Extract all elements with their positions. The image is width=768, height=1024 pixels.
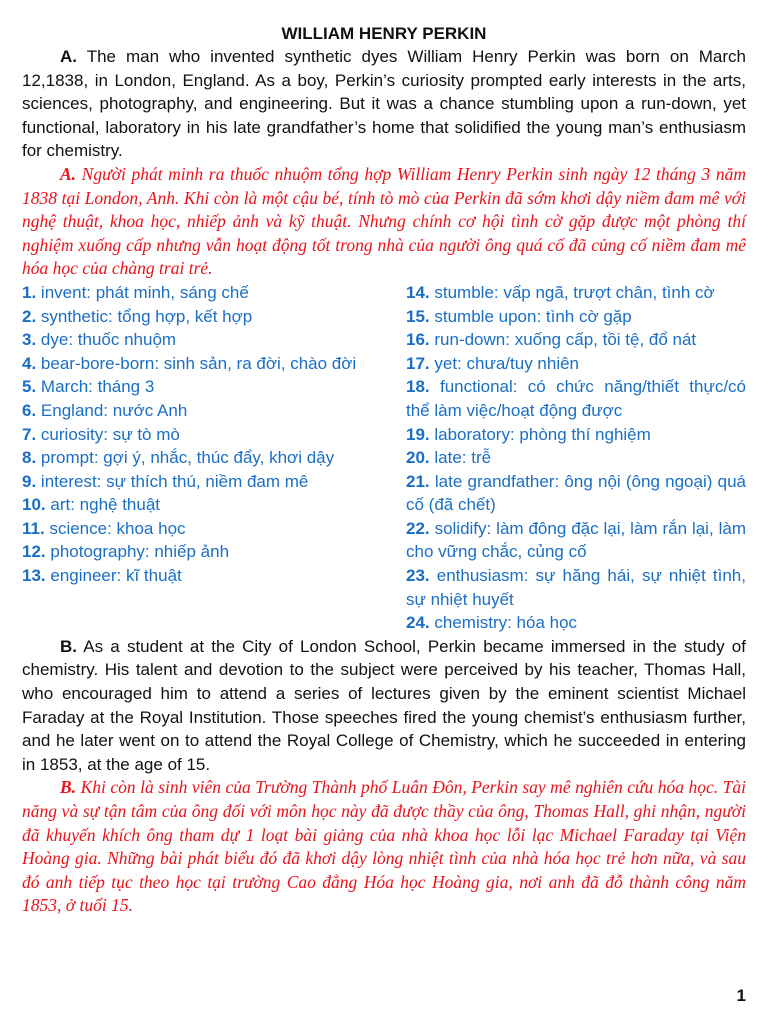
vocabulary-text: yet: chưa/tuy nhiên (434, 353, 580, 373)
vocabulary-text: art: nghệ thuật (50, 495, 161, 515)
vocabulary-number: 18. (406, 377, 430, 397)
vocabulary-number: 6. (22, 400, 37, 420)
vocabulary-number: 2. (22, 306, 37, 326)
vocabulary-number: 10. (22, 495, 46, 515)
section-a-translation (22, 163, 746, 281)
vocabulary-text: synthetic: tổng hợp, kết hợp (40, 306, 253, 326)
vocabulary-text: curiosity: sự tò mò (40, 424, 180, 444)
vocabulary-item (406, 375, 746, 422)
vocabulary-item (406, 470, 746, 517)
vocabulary-column-left (22, 281, 362, 635)
vocabulary-text: functional: có chức năng/thiết thực/có thể làm việc/hoạt động được (406, 377, 746, 420)
section-a-paragraph (22, 45, 746, 163)
vocabulary-item (406, 446, 746, 470)
vocabulary-item (22, 446, 362, 470)
vocabulary-text: chemistry: hóa học (434, 613, 578, 633)
vocabulary-number: 14. (406, 282, 430, 302)
vocabulary-item (406, 328, 746, 352)
vocabulary-text: laboratory: phòng thí nghiệm (434, 424, 651, 444)
vocabulary-number: 9. (22, 471, 37, 491)
vocabulary-item (22, 470, 362, 494)
vocabulary-text: England: nước Anh (40, 400, 188, 420)
vocabulary-list (22, 281, 746, 635)
vocabulary-item (406, 564, 746, 611)
vocabulary-number: 17. (406, 353, 430, 373)
vocabulary-number: 15. (406, 306, 430, 326)
vocabulary-text: run-down: xuống cấp, tồi tệ, đổ nát (434, 330, 697, 350)
vocabulary-item (22, 352, 362, 376)
section-b-label: B. (60, 636, 77, 656)
section-b-translation-label: B. (60, 777, 77, 798)
vocabulary-number: 24. (406, 613, 430, 633)
vocabulary-item (22, 305, 362, 329)
section-b-translation-text: Khi còn là sinh viên của Trường Thành phố Luân Đôn, Perkin say mê nghiên cứu hóa học. Tài năng và sự tận tâm của ông đối với môn học này đã được thầy của ông, Thomas Hall, ghi nhận, người đã khuyến khích ông tham dự 1 loạt bài giảng của nhà khoa học lỗi lạc Michael Faraday tại Viện Hoàng gia. Những bài phát biểu đó đã khơi dậy lòng nhiệt tình của nhà hóa học trẻ hơn nữa, và sau đó anh tiếp tục theo học tại trường Cao đẳng Hóa học Hoàng gia, nơi anh đã đỗ thành công năm 1853, ở tuổi 15. (22, 777, 747, 916)
vocabulary-number: 7. (22, 424, 37, 444)
vocabulary-text: stumble: vấp ngã, trượt chân, tình cờ (434, 282, 715, 302)
section-a-text: The man who invented synthetic dyes William Henry Perkin was born on March 12,1838, in London, England. As a boy, Perkin’s curiosity prompted early interests in the arts, sciences, photography, and engineering. But it was a chance stumbling upon a run-down, yet functional, laboratory in his late grandfather’s home that solidified the young man’s enthusiasm for chemistry. (22, 47, 746, 161)
vocabulary-text: stumble upon: tình cờ gặp (434, 306, 632, 326)
vocabulary-text: dye: thuốc nhuộm (40, 330, 177, 350)
vocabulary-item (406, 281, 746, 305)
vocabulary-item (22, 517, 362, 541)
vocabulary-item (22, 493, 362, 517)
vocabulary-text: enthusiasm: sự hăng hái, sự nhiệt tình, sự nhiệt huyết (406, 566, 746, 609)
vocabulary-item (406, 423, 746, 447)
section-b-paragraph (22, 635, 746, 777)
vocabulary-text: engineer: kĩ thuật (50, 566, 182, 586)
vocabulary-number: 22. (406, 518, 430, 538)
vocabulary-item (22, 564, 362, 588)
vocabulary-text: late grandfather: ông nội (ông ngoại) quá cố (đã chết) (406, 471, 746, 515)
vocabulary-text: science: khoa học (49, 518, 186, 538)
vocabulary-text: prompt: gợi ý, nhắc, thúc đẩy, khơi dậy (40, 448, 335, 468)
section-a-label: A. (60, 47, 77, 66)
vocabulary-item (406, 305, 746, 329)
document-page (22, 22, 746, 918)
vocabulary-number: 13. (22, 566, 46, 586)
vocabulary-item (22, 375, 362, 399)
vocabulary-text: invent: phát minh, sáng chế (40, 282, 249, 302)
page-number: 1 (736, 986, 746, 1005)
vocabulary-item (22, 540, 362, 564)
vocabulary-number: 20. (406, 448, 430, 468)
vocabulary-number: 21. (406, 471, 430, 491)
vocabulary-item (22, 281, 362, 305)
vocabulary-number: 12. (22, 542, 46, 562)
vocabulary-number: 23. (406, 566, 430, 586)
vocabulary-number: 3. (22, 330, 37, 350)
vocabulary-item (406, 611, 746, 635)
vocabulary-item (22, 399, 362, 423)
vocabulary-column-right (406, 281, 746, 635)
vocabulary-text: photography: nhiếp ảnh (50, 542, 230, 562)
vocabulary-item (406, 517, 746, 564)
page-title: WILLIAM HENRY PERKIN (281, 24, 487, 43)
vocabulary-number: 8. (22, 448, 37, 468)
vocabulary-text: interest: sự thích thú, niềm đam mê (40, 471, 309, 491)
vocabulary-item (406, 352, 746, 376)
vocabulary-number: 4. (22, 353, 37, 373)
vocabulary-text: solidify: làm đông đặc lại, làm rắn lại, làm cho vững chắc, củng cố (406, 518, 746, 562)
vocabulary-number: 16. (406, 330, 430, 350)
vocabulary-number: 11. (22, 518, 45, 538)
vocabulary-text: March: tháng 3 (40, 377, 155, 397)
section-a-translation-text: Người phát minh ra thuốc nhuộm tổng hợp William Henry Perkin sinh ngày 12 tháng 3 năm 1838 tại London, Anh. Khi còn là một cậu bé, tính tò mò của Perkin đã sớm khơi dậy niềm đam mê với nghệ thuật, khoa học, nhiếp ảnh và kỹ thuật. Nhưng chính cơ hội tình cờ gặp được một phòng thí nghiệm xuống cấp nhưng vẫn hoạt động tốt trong nhà của người ông quá cố đã củng cố niềm đam mê hóa học của chàng trai trẻ. (22, 163, 746, 279)
vocabulary-text: bear-bore-born: sinh sản, ra đời, chào đời (40, 353, 357, 373)
vocabulary-text: late: trễ (434, 448, 492, 468)
vocabulary-item (22, 423, 362, 447)
section-b-translation (22, 776, 746, 918)
section-b-text: As a student at the City of London School, Perkin became immersed in the study of chemistry. His talent and devotion to the subject were perceived by his teacher, Thomas Hall, who encouraged him to attend a series of lectures given by the eminent scientist Michael Faraday at the Royal Institution. Those speeches fired the young chemist’s enthusiasm further, and he later went on to attend the Royal College of Chemistry, which he succeeded in entering in 1853, at the age of 15. (22, 636, 746, 774)
vocabulary-number: 5. (22, 377, 37, 397)
section-a-translation-label: A. (60, 163, 77, 184)
vocabulary-number: 1. (22, 282, 37, 302)
vocabulary-item (22, 328, 362, 352)
vocabulary-number: 19. (406, 424, 430, 444)
